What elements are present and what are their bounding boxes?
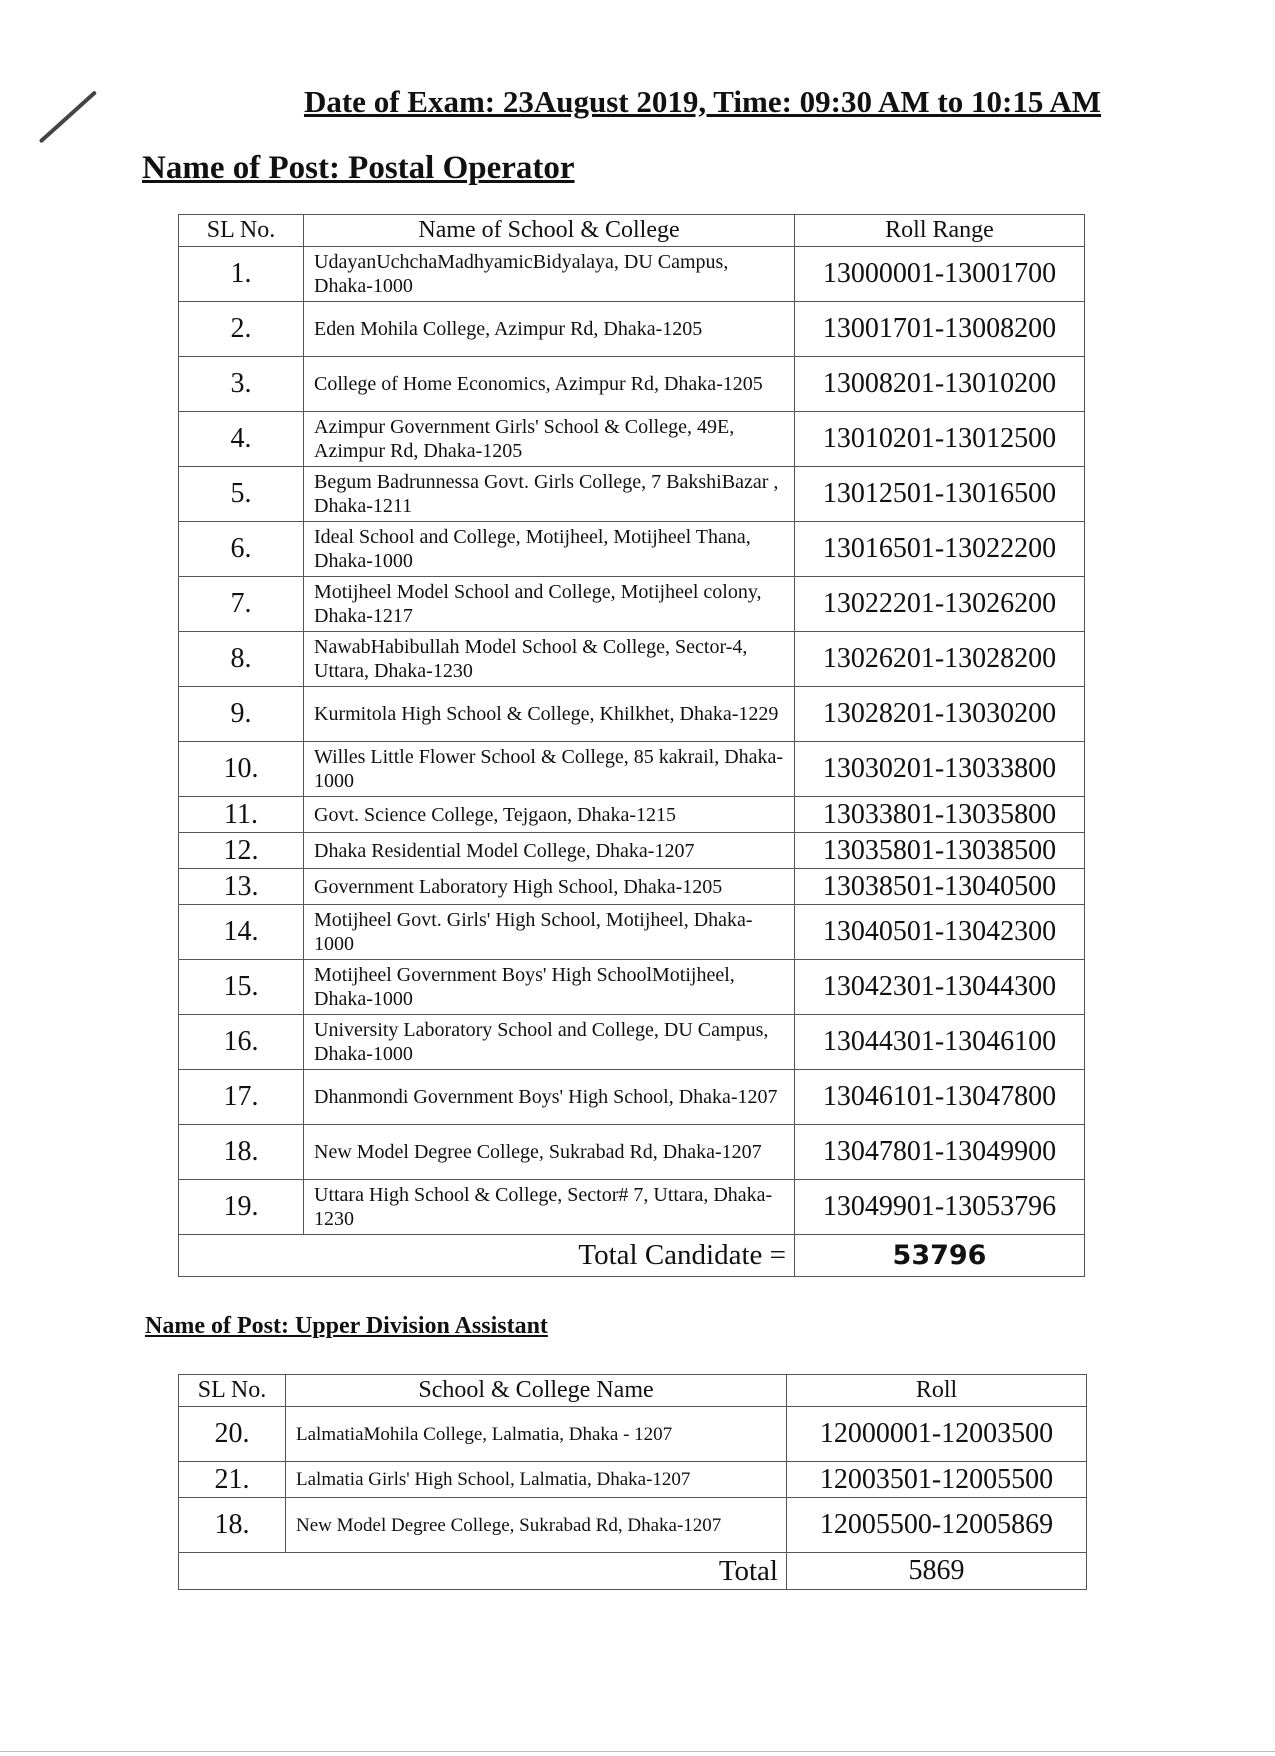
table-header-row <box>179 1375 1087 1407</box>
school-name-cell: Dhanmondi Government Boys' High School, Dhaka-1207 <box>304 1070 795 1125</box>
school-name-cell: Motijheel Model School and College, Motijheel colony, Dhaka-1217 <box>304 577 795 632</box>
header-sl: SL No. <box>179 1375 286 1407</box>
roll-cell: 13035801-13038500 <box>795 833 1085 869</box>
total-value: 5869 <box>787 1553 1087 1590</box>
header-school-name: School & College Name <box>286 1375 787 1407</box>
post1-title: Name of Post: Postal Operator <box>142 150 575 186</box>
school-name-cell: Willes Little Flower School & College, 85 kakrail, Dhaka-1000 <box>304 742 795 797</box>
roll-cell: 13047801-13049900 <box>795 1125 1085 1180</box>
roll-cell: 13001701-13008200 <box>795 302 1085 357</box>
total-row <box>179 1235 1085 1277</box>
sl-cell: 15. <box>179 960 304 1015</box>
table-row <box>179 869 1085 905</box>
header-school-name: Name of School & College <box>304 215 795 247</box>
sl-cell: 13. <box>179 869 304 905</box>
school-name-cell: University Laboratory School and College, DU Campus, Dhaka-1000 <box>304 1015 795 1070</box>
roll-cell: 13038501-13040500 <box>795 869 1085 905</box>
table-row <box>179 960 1085 1015</box>
sl-cell: 16. <box>179 1015 304 1070</box>
roll-cell: 13016501-13022200 <box>795 522 1085 577</box>
school-name-cell: Dhaka Residential Model College, Dhaka-1207 <box>304 833 795 869</box>
school-name-cell: Government Laboratory High School, Dhaka-1205 <box>304 869 795 905</box>
school-name-cell: Govt. Science College, Tejgaon, Dhaka-1215 <box>304 797 795 833</box>
sl-cell: 3. <box>179 357 304 412</box>
table-row <box>179 412 1085 467</box>
total-label: Total Candidate = <box>179 1235 795 1277</box>
sl-cell: 2. <box>179 302 304 357</box>
postal-operator-table-body <box>179 247 1085 1235</box>
sl-cell: 17. <box>179 1070 304 1125</box>
roll-cell: 13026201-13028200 <box>795 632 1085 687</box>
sl-cell: 19. <box>179 1180 304 1235</box>
roll-cell: 13049901-13053796 <box>795 1180 1085 1235</box>
sl-cell: 9. <box>179 687 304 742</box>
school-name-cell: LalmatiaMohila College, Lalmatia, Dhaka - 1207 <box>286 1407 787 1462</box>
roll-cell: 13008201-13010200 <box>795 357 1085 412</box>
total-row <box>179 1553 1087 1590</box>
upper-division-assistant-table <box>178 1374 1087 1590</box>
table-row <box>179 467 1085 522</box>
school-name-cell: Motijheel Government Boys' High SchoolMotijheel, Dhaka-1000 <box>304 960 795 1015</box>
table-row <box>179 1070 1085 1125</box>
school-name-cell: Uttara High School & College, Sector# 7, Uttara, Dhaka-1230 <box>304 1180 795 1235</box>
upper-division-assistant-table-body <box>179 1407 1087 1553</box>
table-row <box>179 302 1085 357</box>
school-name-cell: Lalmatia Girls' High School, Lalmatia, Dhaka-1207 <box>286 1462 787 1498</box>
table-row <box>179 1498 1087 1553</box>
sl-cell: 18. <box>179 1498 286 1553</box>
school-name-cell: Kurmitola High School & College, Khilkhet, Dhaka-1229 <box>304 687 795 742</box>
school-name-cell: New Model Degree College, Sukrabad Rd, Dhaka-1207 <box>286 1498 787 1553</box>
total-value: 53796 <box>795 1235 1085 1277</box>
sl-cell: 10. <box>179 742 304 797</box>
header-roll: Roll <box>787 1375 1087 1407</box>
table-row <box>179 833 1085 869</box>
table-row <box>179 687 1085 742</box>
sl-cell: 1. <box>179 247 304 302</box>
sl-cell: 21. <box>179 1462 286 1498</box>
school-name-cell: Ideal School and College, Motijheel, Motijheel Thana, Dhaka-1000 <box>304 522 795 577</box>
table-row <box>179 1407 1087 1462</box>
postal-operator-table <box>178 214 1085 1277</box>
roll-cell: 13046101-13047800 <box>795 1070 1085 1125</box>
header-sl: SL No. <box>179 215 304 247</box>
sl-cell: 5. <box>179 467 304 522</box>
roll-cell: 13012501-13016500 <box>795 467 1085 522</box>
sl-cell: 7. <box>179 577 304 632</box>
school-name-cell: NawabHabibullah Model School & College, Sector-4, Uttara, Dhaka-1230 <box>304 632 795 687</box>
roll-cell: 13030201-13033800 <box>795 742 1085 797</box>
school-name-cell: Eden Mohila College, Azimpur Rd, Dhaka-1205 <box>304 302 795 357</box>
exam-date-heading: Date of Exam: 23August 2019, Time: 09:30 AM to 10:15 AM <box>303 84 1102 119</box>
table-header-row <box>179 215 1085 247</box>
roll-cell: 13033801-13035800 <box>795 797 1085 833</box>
sl-cell: 18. <box>179 1125 304 1180</box>
table-row <box>179 357 1085 412</box>
table-row <box>179 905 1085 960</box>
roll-cell: 13028201-13030200 <box>795 687 1085 742</box>
table-row <box>179 797 1085 833</box>
school-name-cell: Motijheel Govt. Girls' High School, Motijheel, Dhaka-1000 <box>304 905 795 960</box>
roll-cell: 12000001-12003500 <box>787 1407 1087 1462</box>
table-row <box>179 577 1085 632</box>
table-row <box>179 1015 1085 1070</box>
sl-cell: 14. <box>179 905 304 960</box>
page-bottom-line <box>0 1751 1275 1752</box>
table-row <box>179 247 1085 302</box>
school-name-cell: New Model Degree College, Sukrabad Rd, Dhaka-1207 <box>304 1125 795 1180</box>
roll-cell: 12005500-12005869 <box>787 1498 1087 1553</box>
roll-cell: 13000001-13001700 <box>795 247 1085 302</box>
table-row <box>179 1180 1085 1235</box>
total-label: Total <box>179 1553 787 1590</box>
sl-cell: 6. <box>179 522 304 577</box>
sl-cell: 11. <box>179 797 304 833</box>
table-row <box>179 742 1085 797</box>
roll-cell: 12003501-12005500 <box>787 1462 1087 1498</box>
table-row <box>179 1462 1087 1498</box>
post2-title: Name of Post: Upper Division Assistant <box>145 1313 548 1339</box>
sl-cell: 20. <box>179 1407 286 1462</box>
table-row <box>179 522 1085 577</box>
roll-cell: 13040501-13042300 <box>795 905 1085 960</box>
sl-cell: 8. <box>179 632 304 687</box>
sl-cell: 12. <box>179 833 304 869</box>
school-name-cell: UdayanUchchaMadhyamicBidyalaya, DU Campus, Dhaka-1000 <box>304 247 795 302</box>
roll-cell: 13022201-13026200 <box>795 577 1085 632</box>
table-row <box>179 1125 1085 1180</box>
school-name-cell: Begum Badrunnessa Govt. Girls College, 7 BakshiBazar , Dhaka-1211 <box>304 467 795 522</box>
table-row <box>179 632 1085 687</box>
header-roll-range: Roll Range <box>795 215 1085 247</box>
roll-cell: 13010201-13012500 <box>795 412 1085 467</box>
roll-cell: 13044301-13046100 <box>795 1015 1085 1070</box>
roll-cell: 13042301-13044300 <box>795 960 1085 1015</box>
school-name-cell: College of Home Economics, Azimpur Rd, Dhaka-1205 <box>304 357 795 412</box>
school-name-cell: Azimpur Government Girls' School & College, 49E, Azimpur Rd, Dhaka-1205 <box>304 412 795 467</box>
sl-cell: 4. <box>179 412 304 467</box>
